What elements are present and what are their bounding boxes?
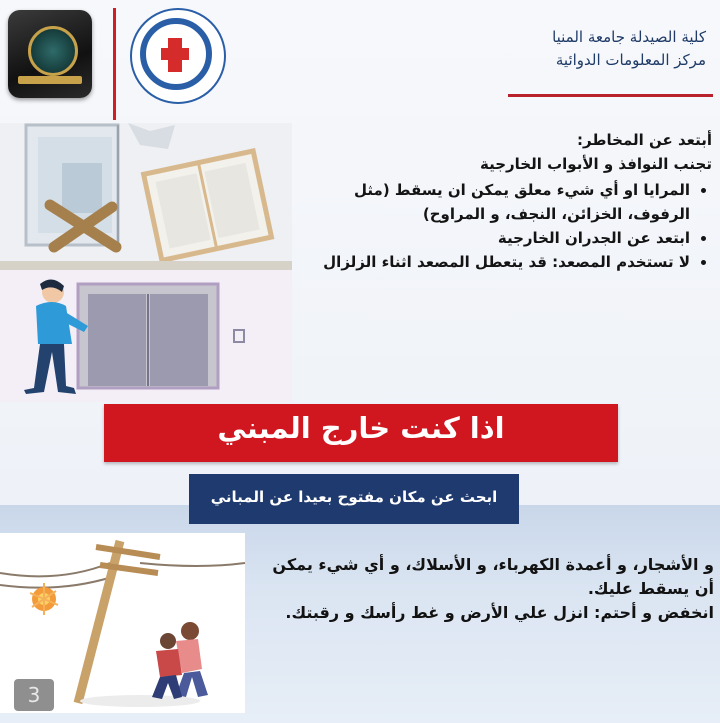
outside-building-tips [262, 553, 714, 625]
header-divider-horizontal [508, 94, 713, 97]
list-item: • ابتعد عن الجدران الخارجية [300, 226, 690, 250]
outside-building-banner [104, 404, 618, 462]
list-item: • المرايا او أي شيء معلق يمكن ان يسقط (مثل الرفوف، الخزائن، النجف، و المراوح) [300, 178, 690, 226]
windows-doors-illustration [0, 123, 292, 270]
faculty-of-pharmacy-logo [130, 8, 226, 104]
header-divider-vertical [113, 8, 116, 120]
header-institution [406, 26, 706, 72]
logo-band [18, 76, 82, 84]
tips-list [300, 178, 712, 274]
header-line-1: كلية الصيدلة جامعة المنيا [552, 28, 706, 46]
tips-subheading: تجنب النوافذ و الأبواب الخارجية [479, 155, 712, 173]
outside-paragraph-2: انخفض و أحتم: انزل علي الأرض و غط رأسك و رقبتك. [285, 603, 714, 622]
list-item: • لا تستخدم المصعد: قد يتعطل المصعد اثناء الزلزال [300, 250, 690, 274]
inside-building-tips [300, 128, 712, 274]
subbanner-text: ابحث عن مكان مفتوح بعيدا عن المباني [210, 488, 498, 506]
open-space-subbanner [189, 474, 519, 524]
elevator-illustration [0, 270, 292, 402]
logo-emblem-icon [28, 26, 78, 76]
header-line-2: مركز المعلومات الدوائية [555, 51, 706, 69]
page-number-badge: 3 [14, 679, 54, 711]
banner-title: اذا كنت خارج المبني [217, 411, 505, 445]
drug-information-center-logo [8, 10, 92, 98]
tips-heading: أبتعد عن المخاطر: [577, 131, 712, 149]
outside-paragraph-1: و الأشجار، و أعمدة الكهرباء، و الأسلاك، و أي شيء يمكن أن يسقط عليك. [272, 555, 714, 598]
